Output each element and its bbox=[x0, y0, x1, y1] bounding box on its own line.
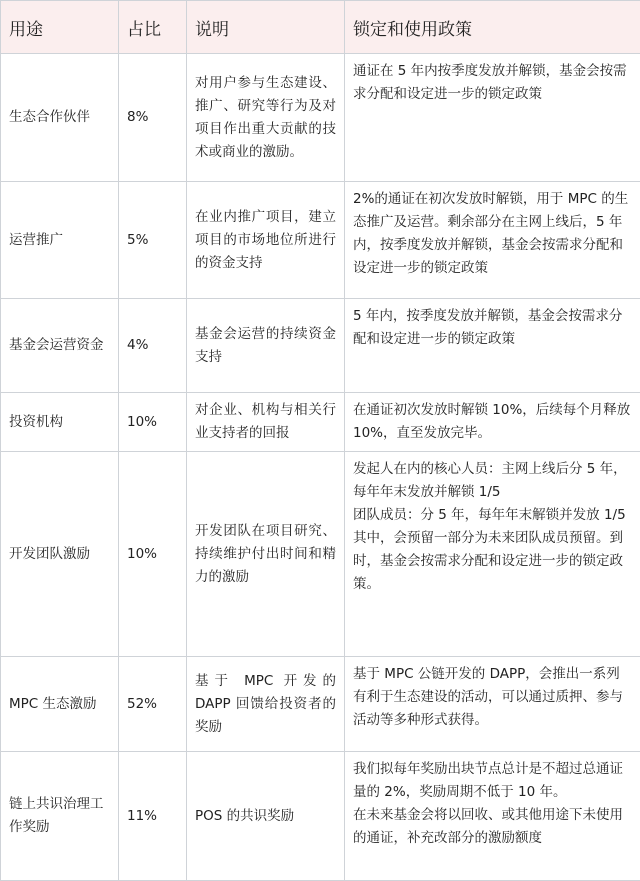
table-row bbox=[1, 299, 640, 393]
cell-policy bbox=[345, 452, 640, 657]
cell-desc: 对企业、机构与相关行业支持者的回报 bbox=[187, 393, 345, 452]
cell-policy bbox=[345, 393, 640, 452]
cell-use: 生态合作伙伴 bbox=[1, 54, 119, 182]
table-row bbox=[1, 54, 640, 182]
cell-use: 基金会运营资金 bbox=[1, 299, 119, 393]
cell-share: 10% bbox=[119, 393, 187, 452]
cell-desc: 基金会运营的持续资金支持 bbox=[187, 299, 345, 393]
header-desc: 说明 bbox=[187, 1, 345, 54]
header-use: 用途 bbox=[1, 1, 119, 54]
policy-line: 在未来基金会将以回收、或其他用途下未使用的通证，补充改部分的激励额度 bbox=[353, 804, 632, 850]
policy-line: 2%的通证在初次发放时解锁，用于 MPC 的生态推广及运营。剩余部分在主网上线后，5 年内，按季度发放并解锁，基金会按需求分配和设定进一步的锁定政策 bbox=[353, 188, 632, 280]
cell-policy bbox=[345, 299, 640, 393]
cell-use: 开发团队激励 bbox=[1, 452, 119, 657]
cell-use: MPC 生态激励 bbox=[1, 657, 119, 752]
policy-line: 基于 MPC 公链开发的 DAPP，会推出一系列有利于生态建设的活动，可以通过质押、参与活动等多种形式获得。 bbox=[353, 663, 632, 732]
header-policy: 锁定和使用政策 bbox=[345, 1, 640, 54]
cell-desc: 开发团队在项目研究、持续维护付出时间和精力的激励 bbox=[187, 452, 345, 657]
policy-line: 通证在 5 年内按季度发放并解锁，基金会按需求分配和设定进一步的锁定政策 bbox=[353, 60, 632, 106]
table-row bbox=[1, 393, 640, 452]
cell-share: 8% bbox=[119, 54, 187, 182]
cell-use: 运营推广 bbox=[1, 182, 119, 299]
cell-policy bbox=[345, 752, 640, 881]
cell-use: 链上共识治理工作奖励 bbox=[1, 752, 119, 881]
cell-share: 10% bbox=[119, 452, 187, 657]
policy-line: 团队成员：分 5 年，每年年末解锁并发放 1/5 bbox=[353, 504, 632, 527]
cell-policy bbox=[345, 54, 640, 182]
policy-line: 其中，会预留一部分为未来团队成员预留。到时，基金会按需求分配和设定进一步的锁定政策。 bbox=[353, 527, 632, 596]
cell-share: 4% bbox=[119, 299, 187, 393]
cell-desc: 在业内推广项目，建立项目的市场地位所进行的资金支持 bbox=[187, 182, 345, 299]
cell-desc: 对用户参与生态建设、推广、研究等行为及对项目作出重大贡献的技术或商业的激励。 bbox=[187, 54, 345, 182]
cell-share: 5% bbox=[119, 182, 187, 299]
policy-line: 我们拟每年奖励出块节点总计是不超过总通证量的 2%，奖励周期不低于 10 年。 bbox=[353, 758, 632, 804]
cell-share: 11% bbox=[119, 752, 187, 881]
cell-policy bbox=[345, 657, 640, 752]
table-row bbox=[1, 657, 640, 752]
cell-desc: 基于 MPC 开发的 DAPP 回馈给投资者的奖励 bbox=[187, 657, 345, 752]
cell-policy bbox=[345, 182, 640, 299]
policy-line: 在通证初次发放时解锁 10%，后续每个月释放 10%，直至发放完毕。 bbox=[353, 399, 632, 445]
table-row bbox=[1, 752, 640, 881]
policy-line: 发起人在内的核心人员：主网上线后分 5 年，每年年末发放并解锁 1/5 bbox=[353, 458, 632, 504]
policy-line: 5 年内，按季度发放并解锁，基金会按需求分配和设定进一步的锁定政策 bbox=[353, 305, 632, 351]
cell-use: 投资机构 bbox=[1, 393, 119, 452]
table-row bbox=[1, 452, 640, 657]
header-share: 占比 bbox=[119, 1, 187, 54]
cell-share: 52% bbox=[119, 657, 187, 752]
header-row bbox=[1, 1, 640, 54]
table-row bbox=[1, 182, 640, 299]
cell-desc: POS 的共识奖励 bbox=[187, 752, 345, 881]
